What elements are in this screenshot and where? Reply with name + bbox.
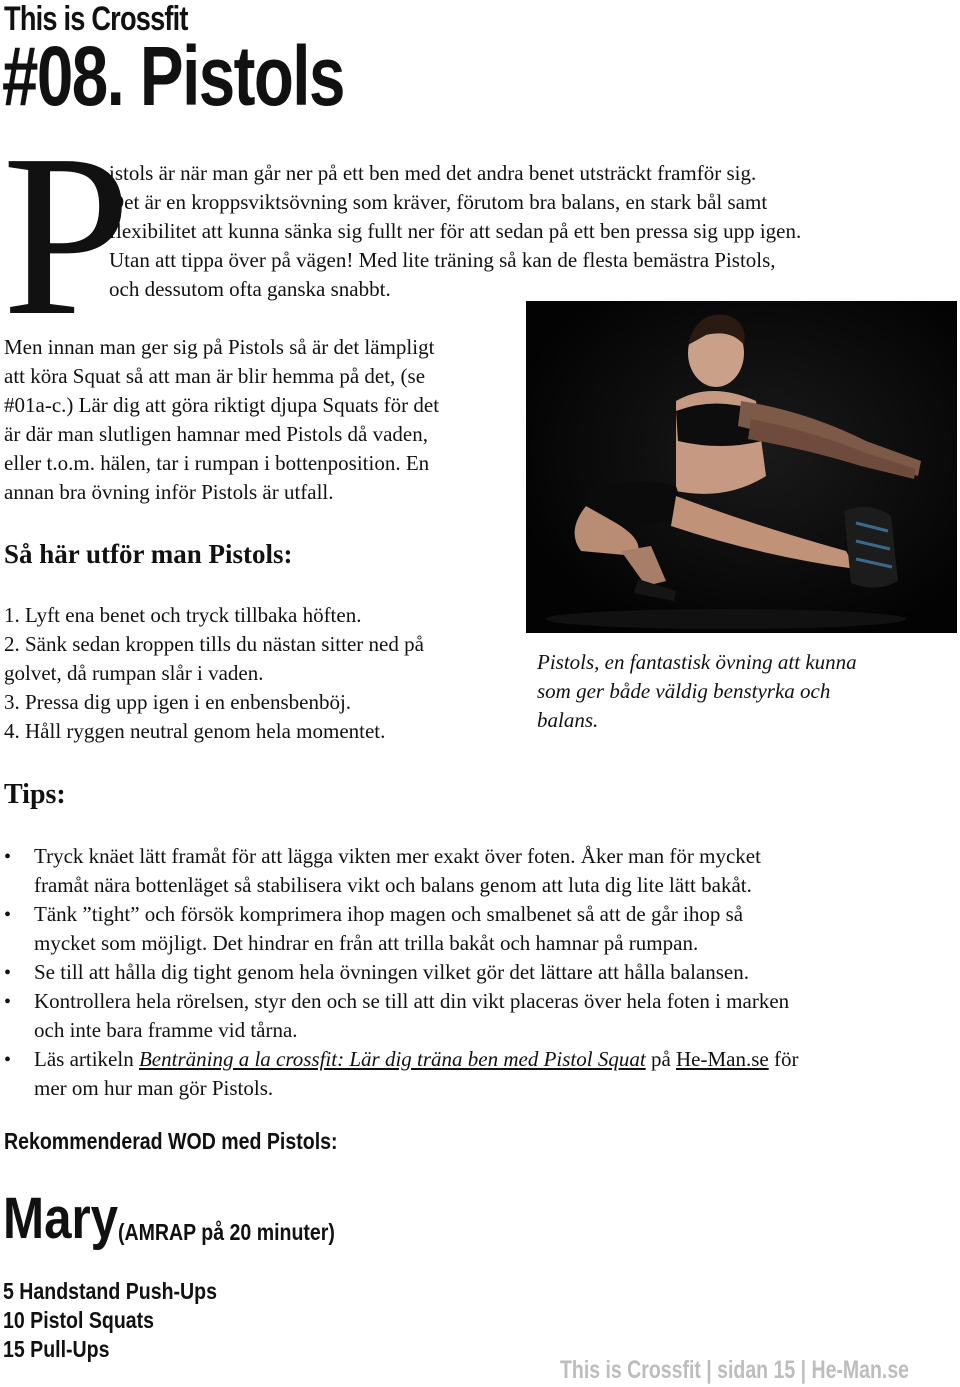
prep-line: #01a-c.) Lär dig att göra riktigt djupa Squats för det — [4, 393, 440, 417]
tip-line: mycket som möjligt. Det hindrar en från att trilla bakåt och hamnar på rumpan. — [34, 931, 699, 955]
intro-line: flexibilitet att kunna sänka sig fullt ner för att sedan på ett ben pressa sig upp igen. — [109, 219, 802, 243]
pistol-squat-illustration — [526, 301, 957, 633]
photo-caption — [537, 648, 857, 735]
athlete-photo — [526, 301, 957, 633]
wod-exercise: 5 Handstand Push-Ups — [3, 1278, 218, 1304]
tip-line: mer om hur man gör Pistols. — [34, 1076, 274, 1100]
tip-text: för — [768, 1047, 799, 1071]
wod-name: Mary — [3, 1186, 119, 1251]
article-link[interactable]: Benträning a la crossfit: Lär dig träna ben med Pistol Squat — [138, 1047, 646, 1071]
bullet-icon: • — [4, 1049, 12, 1071]
intro-line: istols är när man går ner på ett ben med det andra benet utsträckt framför sig. — [109, 161, 757, 185]
bullet-icon: • — [4, 846, 12, 868]
step-line: 3. Pressa dig upp igen i en enbensbenböj. — [4, 690, 352, 714]
tip-line: Tryck knäet lätt framåt för att lägga vikten mer exakt över foten. Åker man för mycket — [34, 844, 761, 868]
tip-line: Se till att hålla dig tight genom hela övningen vilket gör det lättare att hålla balansen. — [34, 960, 749, 984]
drop-cap: P — [2, 107, 132, 364]
bullet-icon: • — [4, 962, 12, 984]
series-title: This is Crossfit — [4, 0, 188, 38]
tip-text: Läs artikeln — [34, 1047, 139, 1071]
step-line: 4. Håll ryggen neutral genom hela momentet. — [4, 719, 386, 743]
wod-exercise: 10 Pistol Squats — [3, 1307, 155, 1333]
page-title: #08. Pistols — [2, 29, 344, 123]
step-line: 2. Sänk sedan kroppen tills du nästan sitter ned på — [4, 632, 424, 656]
step-line: 1. Lyft ena benet och tryck tillbaka höften. — [4, 603, 362, 627]
tip-text: på — [645, 1047, 677, 1071]
prep-line: eller t.o.m. hälen, tar i rumpan i bottenposition. En — [4, 451, 430, 475]
wod-exercise: 15 Pull-Ups — [3, 1336, 110, 1362]
step-line: golvet, då rumpan slår i vaden. — [4, 661, 264, 685]
bullet-icon: • — [4, 991, 12, 1013]
tips-heading: Tips: — [4, 779, 66, 810]
tip-line — [34, 1045, 798, 1074]
tip-line: Tänk ”tight” och försök komprimera ihop magen och smalbenet så att de går ihop så — [34, 902, 744, 926]
intro-line: Utan att tippa över på vägen! Med lite träning så kan de flesta bemästra Pistols, — [109, 248, 776, 272]
intro-line: Det är en kroppsviktsövning som kräver, förutom bra balans, en stark bål samt — [109, 190, 768, 214]
bullet-icon: • — [4, 904, 12, 926]
prep-line: annan bra övning inför Pistols är utfall. — [4, 480, 334, 504]
prep-line: är där man slutligen hamnar med Pistols då vaden, — [4, 422, 428, 446]
prep-line: att köra Squat så att man är blir hemma på det, (se — [4, 364, 426, 388]
intro-line: och dessutom ofta ganska snabbt. — [109, 277, 391, 301]
caption-line: som ger både väldig benstyrka och — [537, 679, 831, 703]
caption-line: Pistols, en fantastisk övning att kunna — [537, 650, 857, 674]
prep-line: Men innan man ger sig på Pistols så är det lämpligt — [4, 335, 435, 359]
tip-line: Kontrollera hela rörelsen, styr den och se till att din vikt placeras över hela foten i marken — [34, 989, 790, 1013]
page-footer: This is Crossfit | sidan 15 | He-Man.se — [560, 1356, 910, 1384]
wod-subtitle: (AMRAP på 20 minuter) — [118, 1219, 335, 1245]
tip-line: och inte bara framme vid tårna. — [34, 1018, 298, 1042]
wod-heading: Rekommenderad WOD med Pistols: — [4, 1128, 338, 1154]
how-to-heading: Så här utför man Pistols: — [4, 539, 293, 569]
site-link[interactable]: He-Man.se — [676, 1047, 769, 1071]
caption-line: balans. — [537, 708, 599, 732]
tip-line: framåt nära bottenläget så stabilisera vikt och balans genom att luta dig lite lätt bakåt. — [34, 873, 752, 897]
